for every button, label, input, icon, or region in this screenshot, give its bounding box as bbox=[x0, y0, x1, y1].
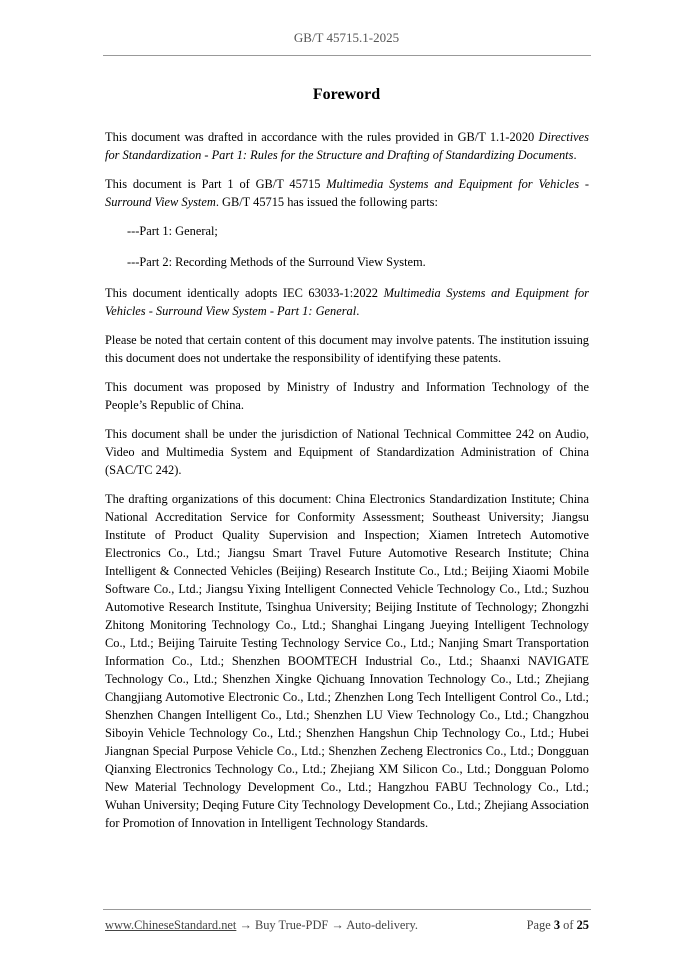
paragraph-text: This document was drafted in accordance with the rules provided in GB/T 1.1-2020 bbox=[105, 130, 539, 144]
running-header: GB/T 45715.1-2025 bbox=[293, 30, 400, 45]
paragraph-text: This document is Part 1 of GB/T 45715 bbox=[105, 177, 327, 191]
list-item: ---Part 1: General; bbox=[127, 224, 218, 238]
standard-title-italic: Multimedia Systems and Equipment for Vehicles - Surround View System - Part 1: General bbox=[105, 286, 589, 318]
paragraph-drafting-organizations: The drafting organizations of this document: China Electronics Standardization Institute; China National Accreditation Service for Conformity Assessment; Southeast University; Jiangsu Institute of Product Quality Supervision and Inspection; Xiamen Intretech Automotive Electronics Co., Ltd.; Jiangsu Smart Travel Future Automotive Research Institute; China Intelligent & Connected Vehicles (Beijing) Research Institute Co., Ltd.; Beijing Xiaomi Mobile Software Co., Ltd.; Jiangsu Yixing Intelligent Connected Vehicle Technology Co., Ltd.; Suzhou Automotive Research Institute, Tsinghua University; Beijing Institute of Technology; Zhongzhi Zhitong Monitoring Technology Co., Ltd.; Shanghai Lingang Jueying Intelligent Technology Co., Ltd.; Beijing Tairuite Testing Technology Service Co., Ltd.; Nanjing Smart Transportation Information Co., Ltd.; Shenzhen BOOMTECH Industrial Co., Ltd.; Shaanxi NAVIGATE Technology Co., Ltd.; Shenzhen Xingke Qichuang Innovation Technology Co., Ltd.; Zhejiang Changjiang Automotive Electronic Co., Ltd.; Zhenzhen Long Tech Intelligent Control Co., Ltd.; Shenzhen Changen Intelligent Co., Ltd.; Shenzhen LU View Technology Co., Ltd.; Changzhou Siboyin Vehicle Technology Co., Ltd.; Shenzhen Hangshun Chip Technology Co., Ltd.; Hubei Jiangnan Special Purpose Vehicle Co., Ltd.; Shenzhen Zecheng Electronics Co., Ltd.; Dongguan Qianxing Electronics Technology Co., Ltd.; Zhejiang XM Silicon Co., Ltd.; Dongguan Polomo New Material Technology Development Co., Ltd.; Hangzhou FABU Technology Co., Ltd.; Wuhan University; Deqing Future City Technology Development Co., Ltd.; Zhejiang Association for Promotion of Innovation in Intelligent Technology Standards. bbox=[105, 492, 589, 830]
list-item: ---Part 2: Recording Methods of the Surround View System. bbox=[127, 255, 426, 269]
current-page: 3 bbox=[553, 918, 561, 932]
paragraph-jurisdiction: This document shall be under the jurisdiction of National Technical Committee 242 on Audio, Video and Multimedia System and Equipment of Standardization Administration of China (SAC/TC 242). bbox=[105, 427, 589, 477]
paragraph-part-info bbox=[105, 175, 589, 211]
page-label: Page bbox=[526, 918, 551, 932]
footer-promo bbox=[105, 918, 418, 933]
paragraph-patents: Please be noted that certain content of this document may involve patents. The institution issuing this document does not undertake the responsibility of identifying these patents. bbox=[105, 333, 589, 365]
paragraph-adoption bbox=[105, 284, 589, 320]
footer-divider bbox=[103, 909, 591, 910]
paragraph-text: . bbox=[573, 148, 577, 162]
paragraph-proposed-by: This document was proposed by Ministry of Industry and Information Technology of the People’s Republic of China. bbox=[105, 380, 589, 412]
buy-pdf-link: Buy True-PDF bbox=[254, 918, 329, 932]
standard-title-italic: Directives for Standardization - Part 1: Rules for the Structure and Drafting of Standardizing Documents bbox=[105, 130, 589, 162]
website-link[interactable]: www.ChineseStandard.net bbox=[105, 918, 237, 932]
of-label: of bbox=[563, 918, 574, 932]
paragraph-text: This document identically adopts IEC 63033-1:2022 bbox=[105, 286, 384, 300]
auto-delivery-text: Auto-delivery. bbox=[346, 918, 419, 932]
paragraph-text: . GB/T 45715 has issued the following parts: bbox=[215, 195, 438, 209]
foreword-body bbox=[105, 128, 589, 843]
paragraph-drafting-rules bbox=[105, 128, 589, 164]
standard-title-italic: Multimedia Systems and Equipment for Vehicles - Surround View System bbox=[105, 177, 590, 209]
arrow-right-icon: → bbox=[239, 918, 252, 932]
page-title: Foreword bbox=[312, 86, 381, 103]
page-number bbox=[527, 918, 589, 933]
paragraph-text: . bbox=[356, 304, 360, 318]
total-pages: 25 bbox=[576, 918, 589, 932]
arrow-right-icon: → bbox=[331, 918, 344, 932]
header-divider bbox=[103, 55, 591, 56]
